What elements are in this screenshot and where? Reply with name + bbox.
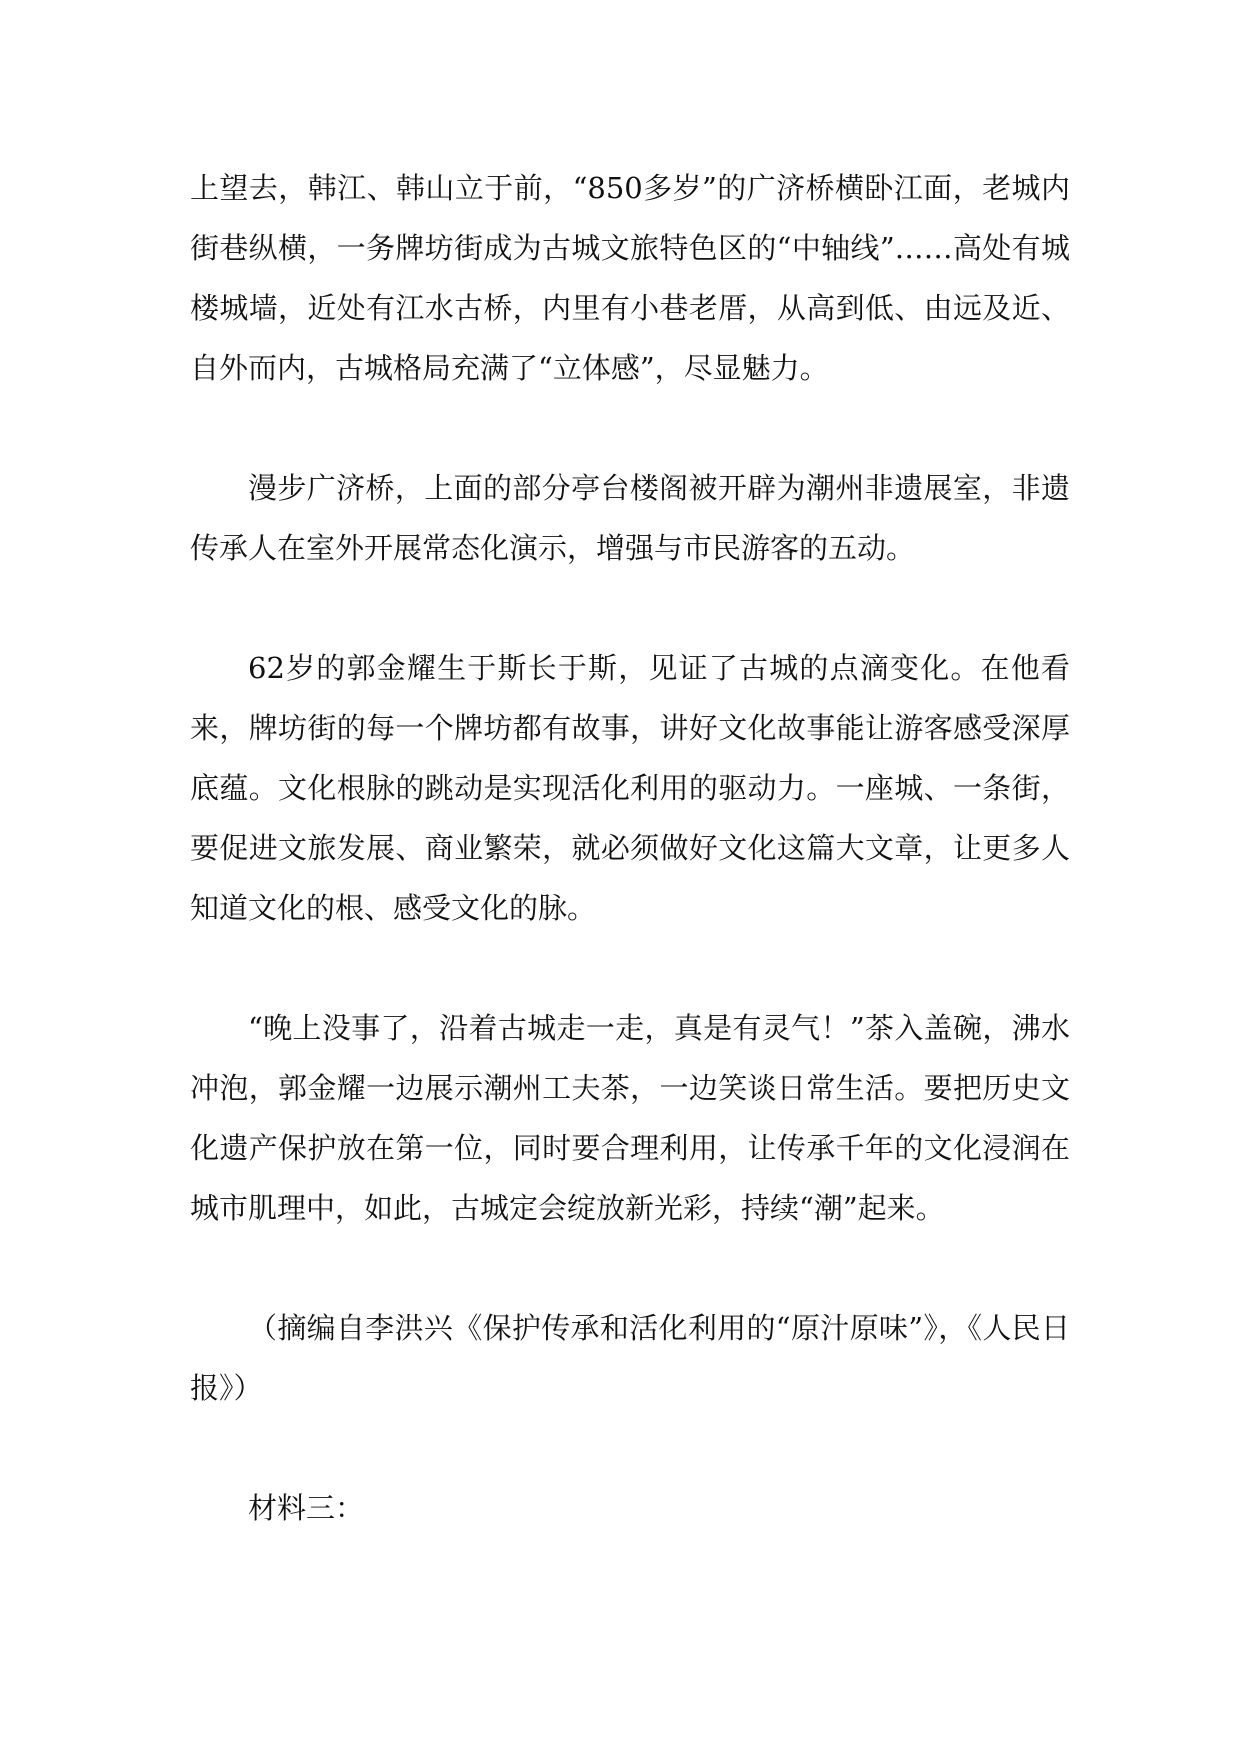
section-heading: 材料三： (248, 1491, 365, 1525)
article-body (190, 158, 1070, 1598)
paragraph-2: 漫步广济桥，上面的部分亭台楼阁被开辟为潮州非遗展室，非遗传承人在室外开展常态化演示，增强与市民游客的五动。 (190, 471, 1070, 565)
paragraph-4: “晚上没事了，沿着古城走一走，真是有灵气！”茶入盖碗，沸水冲泡，郭金耀一边展示潮州工夫茶，一边笑谈日常生活。要把历史文化遗产保护放在第一位，同时要合理利用，让传承千年的文化浸润在城市肌理中，如此，古城定会绽放新光彩，持续“潮”起来。 (190, 1011, 1070, 1225)
source-note: （摘编自李洪兴《保护传承和活化利用的“原汁原味”》，《人民日报》） (190, 1311, 1070, 1405)
paragraph-3: 62岁的郭金耀生于斯长于斯，见证了古城的点滴变化。在他看来，牌坊街的每一个牌坊都有故事，讲好文化故事能让游客感受深厚底蕴。文化根脉的跳动是实现活化利用的驱动力。一座城、一条街，要促进文旅发展、商业繁荣，就必须做好文化这篇大文章，让更多人知道文化的根、感受文化的脉。 (190, 651, 1070, 925)
paragraph-1: 上望去，韩江、韩山立于前，“850多岁”的广济桥横卧江面，老城内街巷纵横，一务牌坊街成为古城文旅特色区的“中轴线”……高处有城楼城墙，近处有江水古桥，内里有小巷老厝，从高到低、由远及近、自外而内，古城格局充满了“立体感”，尽显魅力。 (190, 171, 1070, 385)
